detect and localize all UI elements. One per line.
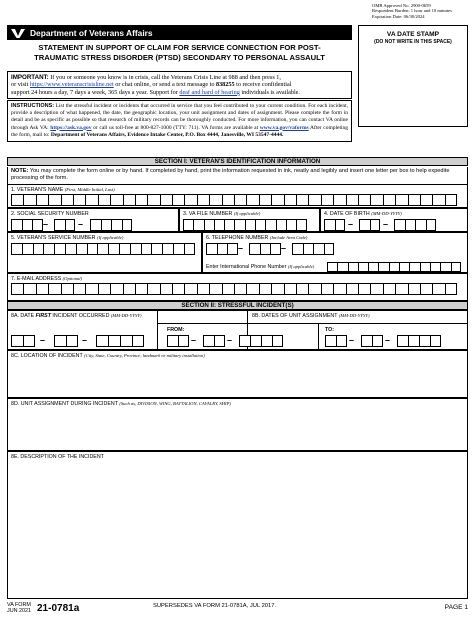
character-box[interactable] [66,335,78,347]
va-file-number-field [179,208,320,232]
character-box[interactable] [259,194,271,206]
va-form-text: VA FORM [7,602,31,608]
incident-year-input[interactable] [96,335,144,347]
character-box[interactable] [214,219,224,231]
character-box[interactable] [408,335,419,347]
important-text: or visit [11,81,30,89]
crisis-line-link[interactable]: https://www.veteranscrisisline.net [29,81,114,89]
character-box[interactable] [184,243,195,255]
date-of-birth-field [320,208,468,232]
from-label: FROM: [167,327,185,333]
character-box[interactable] [162,243,173,255]
international-phone-label [206,264,314,270]
va-forms-link[interactable]: www.va.gov/vaforms [259,124,309,131]
character-box[interactable] [368,262,378,272]
character-box[interactable] [90,219,101,231]
character-box[interactable] [409,262,419,272]
form-number: 21-0781a [37,603,80,614]
character-box[interactable] [321,283,333,295]
character-box[interactable] [250,335,261,347]
section2-header: SECTION II: STRESSFUL INCIDENT(S) [7,301,468,310]
character-box[interactable] [119,243,130,255]
character-box[interactable] [217,243,228,255]
character-box[interactable] [193,219,203,231]
form-page [7,3,468,615]
character-box[interactable] [361,335,372,347]
form-title-line2: TRAUMATIC STRESS DISORDER (PTSD) SECONDARY TO PERSONAL ASSAULT [34,52,325,62]
to-date-separator: – [349,335,355,345]
character-box[interactable] [445,194,457,206]
character-box[interactable] [348,262,358,272]
character-box[interactable] [32,219,43,231]
incident-date-separator: – [82,335,88,345]
character-box[interactable] [395,194,407,206]
date-of-birth-label-text: 4. DATE OF BIRTH [324,211,370,217]
character-box[interactable] [197,194,209,206]
va-seal-icon [10,27,26,39]
instructions-text: List the stressful incident or incidents that occurred in service that you feel contributed to your current condition. For each incident, provide a description of what happened, the date, the geographic location, your unit assignment and dates of assignment. Please complete the form in detail and be as specific as possible so that research of military records can be thoroughly conducted. For more information, you can contact VA online through Ask VA: [11,103,348,131]
incident-date-label-text: INCIDENT OCCURRED [50,313,110,319]
form-footer [7,601,468,615]
character-box[interactable] [261,335,272,347]
character-box[interactable] [73,194,85,206]
from-year-input[interactable] [239,335,283,347]
ssn-separator: – [78,219,84,229]
character-box[interactable] [178,335,189,347]
unit-assignment-label [11,401,231,407]
character-box[interactable] [135,283,147,295]
instructions-text: or call us toll-free at 800-827-1000 (TTY: 711). VA forms are available at [91,124,260,131]
va-file-number-label [183,211,260,217]
character-box[interactable] [184,194,196,206]
important-text: support 24 hours a day, 7 days a week, 365 days a year. Support for [11,88,180,96]
from-date-separator: – [227,335,233,345]
unit-assignment-field[interactable] [7,398,468,451]
to-day-input[interactable] [361,335,383,347]
character-box[interactable] [324,243,335,255]
incident-date-separator: – [40,335,46,345]
character-box[interactable] [394,219,405,231]
character-box[interactable] [222,283,234,295]
character-box[interactable] [108,243,119,255]
form-date: JUN 2021 [7,608,31,615]
character-box[interactable] [197,283,209,295]
character-box[interactable] [234,219,244,231]
veteran-name-hint: (First, Middle Initial, Last) [64,187,115,192]
character-box[interactable] [419,335,430,347]
form-title-line1: STATEMENT IN SUPPORT OF CLAIM FOR SERVICE CONNECTION FOR POST- [38,43,321,52]
unit-assignment-dates-label [252,313,369,319]
character-box[interactable] [22,219,33,231]
character-box[interactable] [173,243,184,255]
character-box[interactable] [123,283,135,295]
character-box[interactable] [151,243,162,255]
character-box[interactable] [303,243,314,255]
phone-line-input[interactable] [292,243,334,255]
character-box[interactable] [11,243,22,255]
international-phone-input[interactable] [327,262,461,272]
incident-date-hint: (MM-DD-YYYY) [110,313,142,318]
character-box[interactable] [122,219,133,231]
form-title [7,43,352,62]
character-box[interactable] [160,194,172,206]
ssn-input-part3[interactable] [90,219,132,231]
important-label: IMPORTANT: [11,74,49,81]
character-box[interactable] [11,194,23,206]
ssn-label: 2. SOCIAL SECURITY NUMBER [11,211,89,217]
dob-year-input[interactable] [394,219,436,231]
service-number-input[interactable] [11,243,195,255]
va-file-number-hint: (If applicable) [233,211,261,216]
character-box[interactable] [23,283,35,295]
important-text: or chat online, or send a text message to [113,81,216,89]
character-box[interactable] [313,243,324,255]
va-form-label [7,602,31,614]
page-number: PAGE 1 [444,604,468,611]
service-number-hint: (If applicable) [97,235,124,240]
section1-note [7,167,468,184]
incident-description-field[interactable] [7,451,468,599]
to-month-input[interactable] [325,335,347,347]
character-box[interactable] [389,262,399,272]
character-box[interactable] [358,283,370,295]
character-box[interactable] [335,219,346,231]
character-box[interactable] [65,243,76,255]
character-box[interactable] [383,194,395,206]
character-box[interactable] [183,219,193,231]
character-box[interactable] [209,283,221,295]
character-box[interactable] [378,262,388,272]
ssn-separator: – [43,219,49,229]
unit-assignment-label-text: 8D. UNIT ASSIGNMENT DURING INCIDENT [11,401,118,407]
unit-dates-label-text: 8B. DATES OF UNIT ASSIGNMENT [252,313,338,319]
incident-day-input[interactable] [54,335,78,347]
incident-location-label [11,353,205,359]
character-box[interactable] [333,283,345,295]
character-box[interactable] [372,335,383,347]
important-text: to receive confidential [234,81,292,89]
location-hint: (City, State, Country, Province, landmark or military installation) [84,353,205,358]
character-box[interactable] [395,283,407,295]
character-box[interactable] [296,194,308,206]
mailing-address: Department of Veterans Affairs, Evidence Intake Center, P.O. Box 4444, Janesville, WI 53547-4444. [50,131,284,138]
deaf-support-link[interactable]: deaf and hard of hearing [179,88,240,96]
expiration-date: Expiration Date: 06/30/2024 [372,13,425,19]
character-box[interactable] [209,194,221,206]
service-number-field [7,232,202,273]
international-phone-label-text: Enter International Phone Number [206,264,287,270]
dob-separator: – [348,219,354,229]
unit-dates-divider [158,323,467,324]
character-box[interactable] [160,283,172,295]
character-box[interactable] [408,194,420,206]
unit-dates-hint: (MM-DD-YYYY) [338,313,370,318]
character-box[interactable] [54,243,65,255]
character-box[interactable] [270,243,281,255]
section1-header: SECTION I: VETERAN'S IDENTIFICATION INFORMATION [7,157,468,166]
date-stamp-title: VA DATE STAMP [386,31,440,38]
va-file-number-input[interactable] [183,219,307,231]
email-hint: (Optional) [62,276,83,281]
character-box[interactable] [48,194,60,206]
character-box[interactable] [308,194,320,206]
character-box[interactable] [430,335,441,347]
veteran-name-input[interactable] [11,194,457,206]
character-box[interactable] [76,243,87,255]
email-label [11,276,82,282]
character-box[interactable] [383,283,395,295]
character-box[interactable] [370,219,381,231]
from-date-separator: – [191,335,197,345]
character-box[interactable] [420,283,432,295]
character-box[interactable] [346,283,358,295]
character-box[interactable] [249,243,260,255]
important-text: individuals is available. [239,88,300,96]
date-of-birth-label [324,211,402,217]
character-box[interactable] [172,283,184,295]
character-box[interactable] [284,194,296,206]
character-box[interactable] [271,283,283,295]
character-box[interactable] [36,283,48,295]
character-box[interactable] [11,283,23,295]
character-box[interactable] [43,243,54,255]
character-box[interactable] [96,335,108,347]
to-label: TO: [325,327,335,333]
character-box[interactable] [130,243,141,255]
character-box[interactable] [296,283,308,295]
crisis-text-code: 838255 [215,81,235,89]
department-name: Department of Veterans Affairs [30,27,153,38]
character-box[interactable] [445,283,457,295]
character-box[interactable] [415,219,426,231]
character-box[interactable] [11,335,23,347]
character-box[interactable] [147,194,159,206]
character-box[interactable] [23,335,35,347]
character-box[interactable] [48,283,60,295]
character-box[interactable] [73,283,85,295]
character-box[interactable] [399,262,409,272]
veteran-name-label [11,187,115,193]
instructions-label: INSTRUCTIONS: [11,103,55,109]
date-of-birth-hint: (MM-DD-YYYY) [371,211,402,216]
character-box[interactable] [239,335,250,347]
character-box[interactable] [111,219,122,231]
character-box[interactable] [246,194,258,206]
important-text: If you or someone you know is in crisis, call the Veterans Crisis Line at 988 and then press 1, [48,74,281,81]
character-box[interactable] [358,194,370,206]
character-box[interactable] [135,194,147,206]
omb-info [372,3,468,19]
character-box[interactable] [358,262,368,272]
va-file-number-label-text: 3. VA FILE NUMBER [183,211,233,217]
character-box[interactable] [265,219,275,231]
character-box[interactable] [123,194,135,206]
character-box[interactable] [234,283,246,295]
va-date-stamp-box [358,25,468,127]
incident-description-label: 8E. DESCRIPTION OF THE INCIDENT [11,454,104,460]
ssn-input-part1[interactable] [11,219,43,231]
phone-area-code-input[interactable] [206,243,238,255]
character-box[interactable] [222,194,234,206]
unit-assignment-hint: (Such as, DIVISION, WING, BATTALION, CAVALRY, SHIP) [119,401,231,406]
character-box[interactable] [54,335,66,347]
supersedes-note: SUPERSEDES VA FORM 21-0781A, JUL 2017. [153,603,277,609]
character-box[interactable] [234,194,246,206]
character-box[interactable] [110,283,122,295]
character-box[interactable] [214,335,225,347]
character-box[interactable] [272,335,283,347]
character-box[interactable] [432,283,444,295]
character-box[interactable] [246,283,258,295]
character-box[interactable] [370,194,382,206]
character-box[interactable] [359,219,370,231]
character-box[interactable] [61,194,73,206]
character-box[interactable] [224,219,234,231]
character-box[interactable] [33,243,44,255]
character-box[interactable] [324,219,335,231]
instructions-text: After completing the form, mail to: [11,124,349,138]
character-box[interactable] [61,283,73,295]
incident-month-input[interactable] [11,335,35,347]
note-text: You may complete the form online or by hand. If completed by hand, print the information requested in ink, neatly and legibly and insert one letter per box to help expedite processing of the form. [11,168,450,181]
character-box[interactable] [440,262,450,272]
character-box[interactable] [432,194,444,206]
character-box[interactable] [172,194,184,206]
unit-dates-divider [318,323,319,350]
character-box[interactable] [337,262,347,272]
email-label-text: 7. E-MAIL ADDRESS [11,276,62,282]
character-box[interactable] [308,283,320,295]
telephone-label [206,235,307,241]
character-box[interactable] [167,335,178,347]
ask-va-link[interactable]: https://ask.va.gov [50,124,92,131]
character-box[interactable] [397,335,408,347]
character-box[interactable] [87,243,98,255]
from-day-input[interactable] [203,335,225,347]
service-number-label-text: 5. VETERAN'S SERVICE NUMBER [11,235,96,241]
character-box[interactable] [286,219,296,231]
character-box[interactable] [325,335,336,347]
character-box[interactable] [54,219,65,231]
character-box[interactable] [321,194,333,206]
character-box[interactable] [276,219,286,231]
character-box[interactable] [292,243,303,255]
character-box[interactable] [120,335,132,347]
character-box[interactable] [36,194,48,206]
phone-prefix-input[interactable] [249,243,281,255]
character-box[interactable] [451,262,461,272]
character-box[interactable] [97,243,108,255]
character-box[interactable] [98,194,110,206]
character-box[interactable] [206,243,217,255]
dob-day-input[interactable] [359,219,380,231]
department-header [7,25,352,40]
character-box[interactable] [420,262,430,272]
service-number-label [11,235,123,241]
incident-location-field[interactable] [7,350,468,398]
character-box[interactable] [284,283,296,295]
character-box[interactable] [65,219,76,231]
veteran-name-field [7,184,468,208]
date-stamp-subtitle: (DO NOT WRITE IN THIS SPACE) [374,39,452,45]
unit-assignment-dates-field [157,310,468,350]
character-box[interactable] [141,243,152,255]
character-box[interactable] [85,283,97,295]
character-box[interactable] [420,194,432,206]
character-box[interactable] [108,335,120,347]
character-box[interactable] [430,262,440,272]
veteran-name-label-text: 1. VETERAN'S NAME [11,187,64,193]
important-notice [7,71,352,99]
telephone-label-text: 6. TELEPHONE NUMBER [206,235,269,241]
character-box[interactable] [147,283,159,295]
character-box[interactable] [333,194,345,206]
character-box[interactable] [346,194,358,206]
character-box[interactable] [336,335,347,347]
first-incident-date-label [11,313,142,319]
character-box[interactable] [296,219,306,231]
ssn-field [7,208,179,232]
character-box[interactable] [426,219,437,231]
character-box[interactable] [370,283,382,295]
character-box[interactable] [11,219,22,231]
phone-separator: – [281,243,287,253]
to-year-input[interactable] [397,335,441,347]
dob-month-input[interactable] [324,219,345,231]
character-box[interactable] [245,219,255,231]
telephone-field [202,232,468,273]
character-box[interactable] [203,335,214,347]
incident-date-label-emphasis: FIRST [35,313,51,319]
omb-number: OMB Approved No. 2900-0659 [372,3,431,8]
dob-separator: – [383,219,389,229]
character-box[interactable] [259,283,271,295]
character-box[interactable] [110,194,122,206]
to-date-separator: – [385,335,391,345]
character-box[interactable] [255,219,265,231]
character-box[interactable] [227,243,238,255]
international-phone-hint: (If applicable) [287,264,315,269]
character-box[interactable] [204,219,214,231]
character-box[interactable] [101,219,112,231]
email-field [7,273,468,301]
character-box[interactable] [327,262,337,272]
ssn-input-part2[interactable] [54,219,75,231]
character-box[interactable] [271,194,283,206]
character-box[interactable] [23,194,35,206]
character-box[interactable] [405,219,416,231]
email-input-line1[interactable] [11,283,457,295]
from-month-input[interactable] [167,335,189,347]
note-label: NOTE: [11,168,29,174]
telephone-hint: (Include Area Code) [269,235,308,240]
character-box[interactable] [408,283,420,295]
character-box[interactable] [260,243,271,255]
incident-date-label-text: 8A. DATE [11,313,36,319]
phone-separator: – [238,243,244,253]
character-box[interactable] [98,283,110,295]
location-label-text: 8C. LOCATION OF INCIDENT [11,353,83,359]
instructions-box [7,100,352,142]
character-box[interactable] [184,283,196,295]
character-box[interactable] [132,335,144,347]
respondent-burden: Respondent Burden: 1 hour and 10 minutes [372,8,452,14]
character-box[interactable] [22,243,33,255]
character-box[interactable] [85,194,97,206]
